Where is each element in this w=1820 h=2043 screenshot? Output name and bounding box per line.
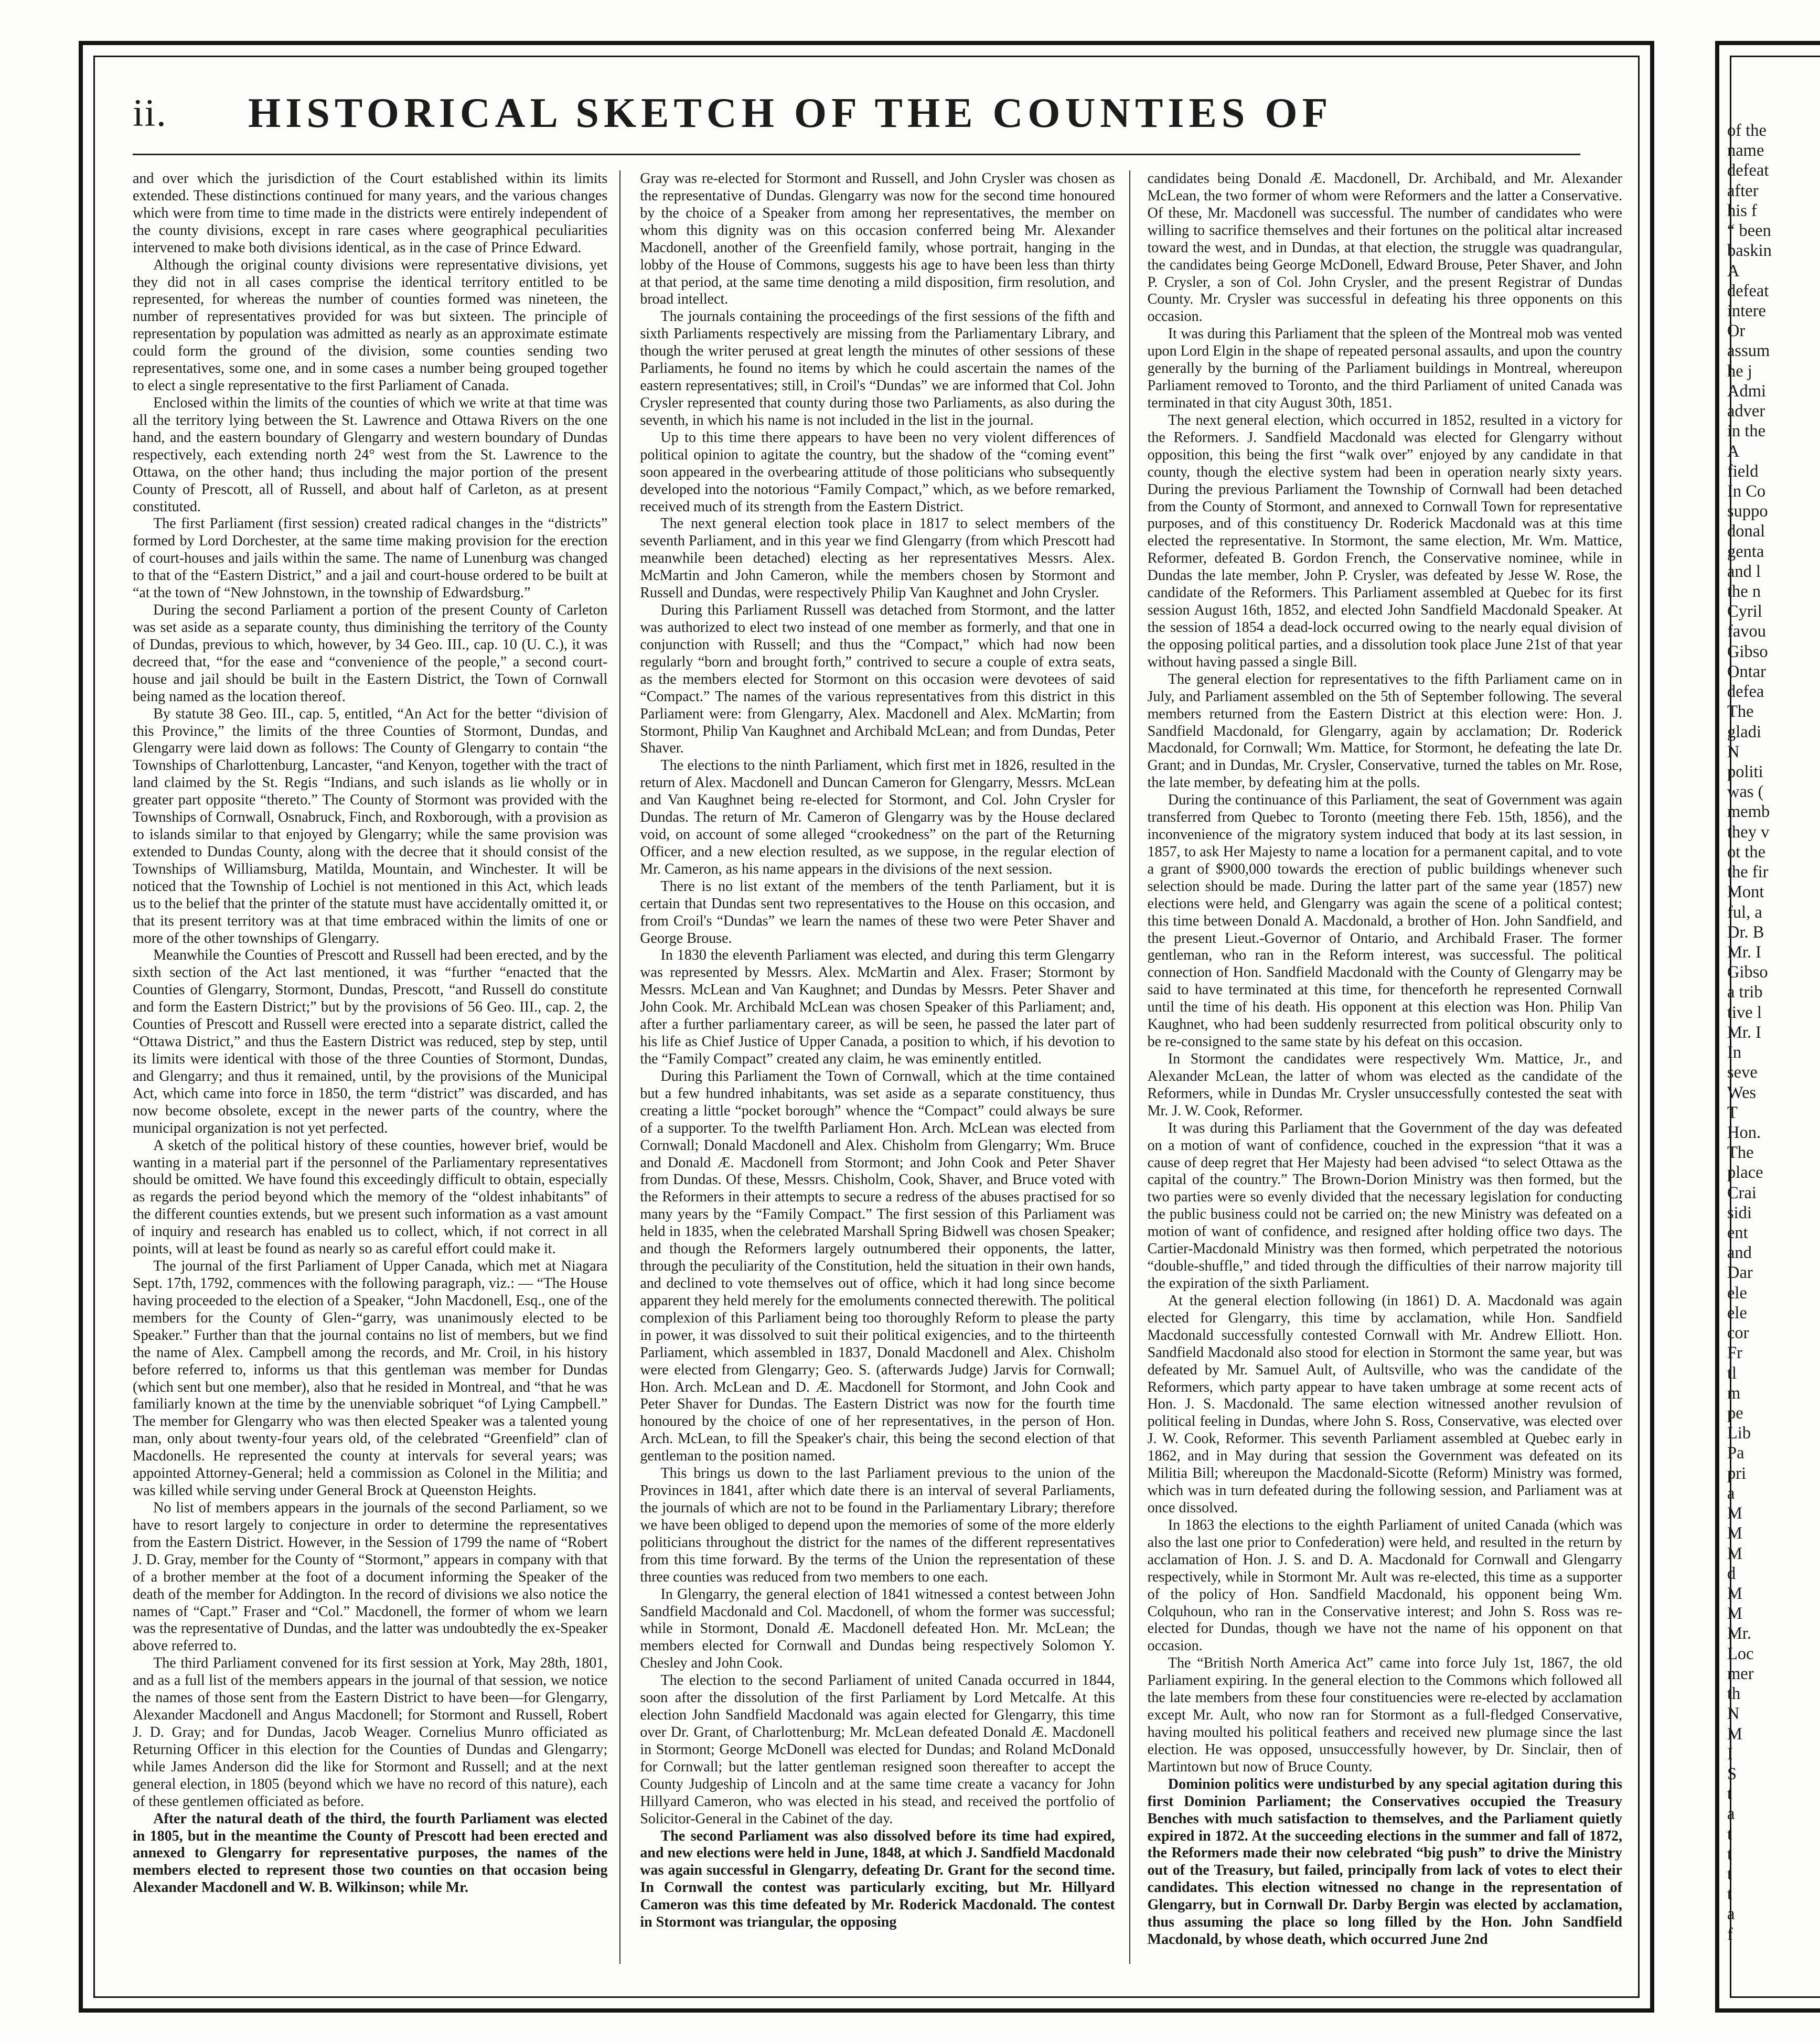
edge-text-line: S — [1727, 1764, 1737, 1783]
paragraph: During the second Parliament a portion of the present County of Carleton was set aside as a separate county, thus diminishing the territory of the County of Dundas, previous to which, however, by 34 Geo. III., cap. 10 (U. C.), it was decreed that, “for the ease and “convenience of the people,” a second court-house and jail should be built in the Eastern District, the Town of Cornwall being named as the location thereof. — [133, 602, 608, 705]
edge-text-line: place — [1727, 1163, 1763, 1182]
paragraph: The next general election, which occurred in 1852, resulted in a victory for the Reformers. J. Sandfield Macdonald was elected for Glengarry without opposition, this being the first “walk over” enjoyed by any candidate in that county, though the elective system had been in operation nearly sixty years. During the previous Parliament the Township of Cornwall had been detached from the County of Stormont, and annexed to Cornwall Town for representative purposes, and of this constituency Dr. Roderick Macdonald was at this time elected the representative. In Stormont, the same election, Mr. Wm. Mattice, Reformer, defeated B. Gordon French, the Conservative nominee, while in Dundas the late member, John P. Crysler, was defeated by Jesse W. Rose, the candidate of the Reformers. This Parliament assembled at Quebec for its first session August 16th, 1852, and elected John Sandfield Macdonald Speaker. At the session of 1854 a dead-lock occurred owing to the nearly equal division of the opposing political parties, and a dissolution took place June 21st of that year without having passed a single Bill. — [1147, 412, 1622, 670]
edge-text-line: The — [1727, 702, 1754, 722]
paragraph: Meanwhile the Counties of Prescott and Russell had been erected, and by the sixth section of the Act last mentioned, it was “further “enacted that the Counties of Glengarry, Stormont, Dundas, Prescott, “and Russell do constitute and form the Eastern District;” but by the provisions of 56 Geo. III., cap. 2, the Counties of Prescott and Russell were erected into a separate district, called the “Ottawa District,” and thus the Eastern District was reduced, step by step, until its limits were identical with those of the three Counties of Stormont, Dundas, and Glengarry; and thus it remained, until, by the provisions of the Municipal Act, which came into force in 1850, the term “district” was discarded, and has now become obsolete, except in the newer parts of the country, where the municipal organization is not yet perfected. — [133, 947, 608, 1136]
edge-text-line: in the — [1727, 422, 1766, 441]
edge-text-line: “ been — [1727, 221, 1771, 241]
edge-text-line: Mr. I — [1727, 942, 1761, 962]
edge-text-line: the fir — [1727, 863, 1769, 882]
edge-text-line: genta — [1727, 542, 1764, 561]
edge-text-line: and — [1727, 1243, 1752, 1263]
edge-text-line: th — [1727, 1684, 1741, 1704]
paragraph: The next general election took place in 1817 to select members of the seventh Parliament, and in this year we find Glengarry (from which Prescott had meanwhile been detached) electing as her representatives Messrs. Alex. McMartin and John Cameron, while the members chosen by Stormont and Russell and Dundas, were respectively Philip Van Kaughnet and John Crysler. — [640, 515, 1115, 601]
paragraph: candidates being Donald Æ. Macdonell, Dr. Archibald, and Mr. Alexander McLean, the two former of whom were Reformers and the latter a Conservative. Of these, Mr. Macdonell was successful. The number of candidates who were willing to sacrifice themselves and their fortunes on the political altar increased toward the west, and in Dundas, at that election, the struggle was quadrangular, the candidates being George McDonell, Edward Brouse, Peter Shaver, and John P. Crysler, a son of Col. John Crysler, and the present Registrar of Dundas County. Mr. Crysler was successful in defeating his three opponents on this occasion. — [1147, 170, 1622, 325]
edge-text-line: tl — [1727, 1363, 1737, 1383]
edge-text-line: N — [1727, 742, 1740, 761]
edge-text-line: donal — [1727, 522, 1765, 541]
paragraph: In Stormont the candidates were respectively Wm. Mattice, Jr., and Alexander McLean, the latter of whom was elected as the candidate of the Reformers, while in Dundas Mr. Crysler unsuccessfully contested the seat with Mr. J. W. Cook, Reformer. — [1147, 1051, 1622, 1119]
paragraph: and over which the jurisdiction of the Court established within its limits extended. These distinctions continued for many years, and the various changes which were from time to time made in the districts were entirely independent of the county divisions, except in rare cases where geographical peculiarities intervened to make both divisions identical, as in the case of Prince Edward. — [133, 170, 608, 256]
edge-text-line: a — [1727, 1483, 1735, 1503]
edge-text-line: A — [1727, 261, 1740, 281]
edge-text-line: favou — [1727, 622, 1766, 641]
paragraph: During the continuance of this Parliament, the seat of Government was again transferred from Quebec to Toronto (meeting there Feb. 15th, 1856), and the inconvenience of the migratory system induced that body at its last session, in 1857, to ask Her Majesty to name a location for a permanent capital, and to vote a grant of $900,000 towards the erection of public buildings whenever such selection should be made. During the latter part of the same year (1857) new elections were held, and Glengarry was again the scene of a political contest; this time between Donald A. Macdonald, a brother of Hon. John Sandfield, and the present Lieut.-Governor of Ontario, and Archibald Fraser. The former gentleman, who ran in the Reform interest, was successful. The political connection of Hon. Sandfield Macdonald with the County of Glengarry may be said to have terminated at this time, for thenceforth he represented Cornwall until the time of his death. His opponent at this election was Hon. Philip Van Kaughnet, who had been suddenly resurrected from political obscurity only to be re-consigned to the same state by his defeat on this occasion. — [1147, 792, 1622, 1050]
edge-text-line: of the — [1727, 121, 1767, 140]
article-body — [133, 170, 1622, 1974]
paragraph: In Glengarry, the general election of 1841 witnessed a contest between John Sandfield Macdonald and Col. Macdonell, of whom the former was successful; while in Stormont, Donald Æ. Macdonell defeated Hon. Mr. McLean; the members elected for Cornwall and Dundas being respectively Solomon Y. Chesley and John Cook. — [640, 1586, 1115, 1672]
edge-text-line: Or — [1727, 321, 1746, 341]
paragraph: At the general election following (in 1861) D. A. Macdonald was again elected for Glengarry, this time by acclamation, while Hon. Sandfield Macdonald successfully contested Cornwall with Mr. Andrew Elliott. Hon. Sandfield Macdonald also stood for election in Stormont the same year, but was defeated by Mr. Samuel Ault, of Aultsville, who was the candidate of the Reformers, which party appear to have taken umbrage at some recent acts of Hon. J. S. Macdonald. The same election witnessed another revulsion of political feeling in Dundas, where John S. Ross, Conservative, was elected over J. W. Cook, Reformer. This seventh Parliament assembled at Quebec early in 1862, and in May during that session the Government was defeated on its Militia Bill; whereupon the Macdonald-Sicotte (Reform) Ministry was formed, which was in turn defeated during the following session, and Parliament was at once dissolved. — [1147, 1292, 1622, 1516]
paragraph: It was during this Parliament that the Government of the day was defeated on a motion of want of confidence, couched in the expression “that it was a cause of deep regret that Her Majesty had been advised “to select Ottawa as the capital of the country.” The Brown-Dorion Ministry was then formed, but the two parties were so evenly divided that the necessary legislation for conducting the public business could not be carried on; the new Ministry was defeated on a motion of want of confidence, and resigned after holding office two days. The Cartier-Macdonald Ministry was then formed, which perpetrated the notorious “double-shuffle,” and tided through the difficulties of their narrow majority till the expiration of the sixth Parliament. — [1147, 1120, 1622, 1292]
paragraph: Up to this time there appears to have been no very violent differences of political opinion to agitate the country, but the shadow of the “coming event” soon appeared in the overbearing attitude of those politicians who subsequently developed into the notorious “Family Compact,” which, as we before remarked, received much of its strength from the Eastern District. — [640, 429, 1115, 515]
edge-text-line: Hon. — [1727, 1123, 1761, 1142]
edge-text-line: A — [1727, 442, 1740, 461]
edge-text-line: t — [1727, 1784, 1732, 1804]
edge-text-line: Mr. I — [1727, 1023, 1761, 1042]
edge-text-line: T — [1727, 1103, 1738, 1122]
edge-text-line: a — [1727, 1905, 1735, 1924]
paragraph: The general election for representatives to the fifth Parliament came on in July, and Parliament assembled on the 5th of September following. The several members returned from the Eastern District at this election were: Hon. J. Sandfield Macdonald, for Glengarry, again by acclamation; Dr. Roderick Macdonald, for Cornwall; Wm. Mattice, for Stormont, he defeating the late Dr. Grant; and in Dundas, Mr. Crysler, Conservative, turned the tables on Mr. Rose, the late member, by defeating him at the polls. — [1147, 671, 1622, 791]
edge-text-line: M — [1727, 1584, 1742, 1603]
paragraph: The “British North America Act” came into force July 1st, 1867, the old Parliament expiring. In the general election to the Commons which followed all the late members from these four constituencies were re-elected by acclamation except Mr. Ault, who now ran for Stormont as a full-fledged Conservative, having moulted his political feathers and received new plumage since the last election. He was opposed, unsuccessfully however, by Dr. Sinclair, then of Martintown but now of Bruce County. — [1147, 1655, 1622, 1775]
edge-text-line: Mr. — [1727, 1624, 1752, 1643]
edge-text-line: they v — [1727, 822, 1770, 842]
edge-text-line: tive l — [1727, 1003, 1762, 1022]
edge-text-line: intere — [1727, 301, 1766, 320]
paragraph: The election to the second Parliament of united Canada occurred in 1844, soon after the dissolution of the first Parliament by Lord Metcalfe. At this election John Sandfield Macdonald was again elected for Glengarry, this time over Dr. Grant, of Charlottenburg; Mr. McLean defeated Donald Æ. Macdonell in Stormont; George McDonell was elected for Dundas; and Roland McDonald for Cornwall; but the latter gentleman resigned soon thereafter to accept the County Judgeship of Lincoln and at the same time create a vacancy for John Hillyard Cameron, who was elected in his stead, and received the portfolio of Solicitor-General in the Cabinet of the day. — [640, 1672, 1115, 1827]
page-header — [133, 84, 1628, 142]
edge-text-line: Wes — [1727, 1083, 1757, 1102]
page-number: ii. — [133, 91, 167, 135]
paragraph: By statute 38 Geo. III., cap. 5, entitled, “An Act for the better “division of this Province,” the limits of the three Counties of Stormont, Dundas, and Glengarry were laid down as follows: The County of Glengarry to contain “the Townships of Charlottenburg, Lancaster, “and Kenyon, together with the tract of land claimed by the St. Regis “Indians, and such islands as lie wholly or in greater part opposite “thereto.” The County of Stormont was provided with the Townships of Cornwall, Osnabruck, Finch, and Roxborough, with a provision as to islands similar to that enjoyed by Glengarry; while the same provision was extended to Dundas County, along with the decree that it should consist of the Townships of Williamsburg, Matilda, Mountain, and Winchester. It will be noticed that the Township of Lochiel is not mentioned in this Act, which leads us to the belief that the printer of the statute must have accidentally omitted it, or that its present territory was at that time embraced within the limits of one or more of the other townships of Glengarry. — [133, 705, 608, 947]
edge-text-line: seve — [1727, 1063, 1758, 1082]
paragraph: After the natural death of the third, the fourth Parliament was elected in 1805, but in the meantime the County of Prescott had been erected and annexed to Glengarry for representative purposes, the names of the members elected to represent those two counties on that occasion being Alexander Macdonell and W. B. Wilkinson; while Mr. — [133, 1810, 608, 1896]
edge-text-line: gladi — [1727, 722, 1761, 741]
running-title: HISTORICAL SKETCH OF THE COUNTIES OF — [248, 90, 1333, 136]
edge-text-line: M — [1727, 1524, 1742, 1543]
edge-text-line: defeat — [1727, 281, 1769, 300]
paragraph: Dominion politics were undisturbed by any special agitation during this first Dominion Parliament; the Conservatives occupied the Treasury Benches with much satisfaction to themselves, and the Parliament quietly expired in 1872. At the succeeding elections in the summer and fall of 1872, the Reformers made their now celebrated “big push” to drive the Ministry out of the Treasury, but failed, principally from lack of votes to elect their candidates. This election witnessed no change in the representation of Glengarry, but in Cornwall Dr. Darby Bergin was elected by acclamation, thus assuming the place so long filled by the Hon. John Sandfield Macdonald, by whose death, which occurred June 2nd — [1147, 1776, 1622, 1948]
paragraph: In 1830 the eleventh Parliament was elected, and during this term Glengarry was represented by Messrs. Alex. McMartin and Alex. Fraser; Stormont by Messrs. McLean and Van Kaughnet; and Dundas by Messrs. Peter Shaver and John Cook. Mr. Archibald McLean was chosen Speaker of this Parliament; and, after a further parliamentary career, as will be seen, he passed the later part of his life as Chief Justice of Upper Canada, a position to which, if his devotion to the “Family Compact” created any claim, he was eminently entitled. — [640, 947, 1115, 1068]
edge-text-line: ent — [1727, 1223, 1748, 1243]
edge-text-line: was ( — [1727, 782, 1764, 802]
edge-text-line: a — [1727, 1804, 1735, 1824]
paragraph: Gray was re-elected for Stormont and Russell, and John Crysler was chosen as the representative of Dundas. Glengarry was now for the second time honoured by the choice of a Speaker from among her representatives, the member on whom this dignity was on this occasion conferred being Mr. Alexander Macdonell, another of the Greenfield family, whose portrait, hanging in the lobby of the House of Commons, suggests his age to have been less than thirty at that period, at the same time denoting a mild disposition, firm resolution, and broad intellect. — [640, 170, 1115, 308]
edge-text-line: m — [1727, 1383, 1741, 1403]
paragraph: The elections to the ninth Parliament, which first met in 1826, resulted in the return of Alex. Macdonell and Duncan Cameron for Glengarry, Messrs. McLean and Van Kaughnet being re-elected for Stormont, and Col. John Crysler for Dundas. The return of Mr. Cameron of Glengarry was by the House declared void, on account of some alleged “crookedness” on the part of the Returning Officer, and a new election resulted, as we suppose, in the regular election of Mr. Cameron, as his name appears in the divisions of the next session. — [640, 757, 1115, 877]
edge-text-line: ot the — [1727, 842, 1766, 862]
edge-text-line: t — [1727, 1844, 1732, 1864]
edge-text-line: sidi — [1727, 1203, 1752, 1222]
edge-text-line: ele — [1727, 1303, 1747, 1322]
paragraph: During this Parliament the Town of Cornwall, which at the time contained but a few hundred inhabitants, was set aside as a separate constituency, thus creating a little “pocket borough” whence the “Compact” could always be sure of a supporter. To the twelfth Parliament Hon. Arch. McLean was elected from Cornwall; Donald Macdonell and Alex. Chisholm from Glengarry; Wm. Bruce and Donald Æ. Macdonell from Stormont; and John Cook and Peter Shaver from Dundas. Of these, Messrs. Chisholm, Cook, Shaver, and Bruce voted with the Reformers in their attempts to secure a redress of the abuses practised for so many years by the “Family Compact.” The first session of this Parliament was held in 1835, when the celebrated Marshall Spring Bidwell was chosen Speaker; and though the Reformers largely outnumbered their opponents, the latter, through the peculiarity of the Constitution, held the situation in their own hands, and declined to vote themselves out of office, which it had long since become apparent they held merely for the emoluments connected therewith. The political complexion of this Parliament being too thoroughly Reform to please the party in power, it was dissolved to suit their political exigencies, and to the thirteenth Parliament, which assembled in 1837, Donald Macdonell and Alex. Chisholm were elected from Glengarry; Geo. S. (afterwards Judge) Jarvis for Cornwall; Hon. Arch. McLean and D. Æ. Macdonell for Stormont, and John Cook and Peter Shaver for Dundas. The Eastern District was now for the fourth time honoured by the choice of one of her representatives, in the person of Hon. Arch. McLean, to fill the Speaker's chair, this being the second election of that gentleman to the position named. — [640, 1068, 1115, 1465]
edge-text-line: pe — [1727, 1404, 1743, 1423]
edge-text-line: t — [1727, 1885, 1732, 1904]
edge-text-line: t — [1727, 1824, 1732, 1844]
edge-text-line: Fr — [1727, 1343, 1742, 1363]
edge-text-line: Gibso — [1727, 642, 1768, 661]
edge-text-line: Lib — [1727, 1424, 1751, 1443]
edge-text-line: The — [1727, 1143, 1754, 1163]
paragraph: It was during this Parliament that the spleen of the Montreal mob was vented upon Lord Elgin in the shape of repeated personal assaults, and upon the country generally by the burning of the Parliament buildings in Montreal, whereupon Parliament removed to Toronto, and the third Parliament of united Canada was terminated in that city August 30th, 1851. — [1147, 326, 1622, 411]
edge-text-line: f — [1727, 1924, 1733, 1944]
edge-text-line: suppo — [1727, 502, 1768, 521]
text-column-middle — [640, 170, 1115, 1974]
page-inner-border — [93, 56, 1640, 1998]
edge-text-line: Admi — [1727, 381, 1767, 401]
edge-text-line: M — [1727, 1504, 1742, 1523]
paragraph: In 1863 the elections to the eighth Parliament of united Canada (which was also the last one prior to Confederation) were held, and resulted in the return by acclamation of Hon. J. S. and D. A. Macdonald for Cornwall and Glengarry respectively, while in Stormont Mr. Ault was re-elected, this time as a supporter of the policy of Hon. Sandfield Macdonald, his opponent being Wm. Colquhoun, who ran in the Conservative interest; and John S. Ross was re-elected for Dundas, though we have not the name of his opponent on that occasion. — [1147, 1517, 1622, 1654]
paragraph: Enclosed within the limits of the counties of which we write at that time was all the territory lying between the St. Lawrence and Ottawa Rivers on the one hand, and the eastern boundary of Glengarry and western boundary of Dundas respectively, each extending north 24° west from the St. Lawrence to the Ottawa, on the other hand; thus including the major portion of the present County of Prescott, all of Russell, and about half of Carleton, as at present constituted. — [133, 394, 608, 515]
paragraph: This brings us down to the last Parliament previous to the union of the Provinces in 1841, after which date there is an interval of several Parliaments, the journals of which are not to be found in the Parliamentary Library; therefore we have been obliged to depend upon the memories of some of the more elderly politicians throughout the district for the names of the different representatives from this time forward. By the terms of the Union the representation of these three counties was reduced from two members to one each. — [640, 1465, 1115, 1585]
edge-text-line: adver — [1727, 402, 1765, 421]
text-column-right — [1148, 170, 1622, 1974]
edge-text-line: baskin — [1727, 241, 1772, 261]
paragraph: Although the original county divisions were representative divisions, yet they did not in all cases comprise the identical territory entitled to be represented, for whereas the number of counties formed was nineteen, the number of representatives provided for was but sixteen. The principle of representation by population was admitted as nearly as an approximate estimate could form the ground of the division, some counties sending two representatives, some one, and in some cases a number being grouped together to elect a single representative to the first Parliament of Canada. — [133, 256, 608, 394]
edge-text-line: defeat — [1727, 161, 1769, 180]
edge-text-line: pri — [1727, 1464, 1747, 1483]
edge-text-line: In Co — [1727, 481, 1766, 501]
edge-text-line: t — [1727, 1865, 1732, 1884]
paragraph: The journals containing the proceedings of the first sessions of the fifth and sixth Parliaments respectively are missing from the Parliamentary Library, and though the writer perused at great length the minutes of other sessions of these Parliaments, he found no items by which he could ascertain the names of the eastern representatives; still, in Croil's “Dundas” we are informed that Col. John Crysler represented that county during those two Parliaments, as also during the seventh, in which his name is not included in the list in the journal. — [640, 308, 1115, 428]
paragraph: There is no list extant of the members of the tenth Parliament, but it is certain that Dundas sent two representatives to the House on this occasion, and from Croil's “Dundas” we learn the names of these two were Peter Shaver and George Brouse. — [640, 878, 1115, 947]
edge-text-line: assum — [1727, 341, 1770, 361]
edge-text-line: name — [1727, 141, 1764, 160]
edge-text-line: defea — [1727, 682, 1764, 702]
edge-text-line: Dr. B — [1727, 922, 1764, 942]
edge-text-line: Ontar — [1727, 662, 1766, 681]
edge-text-line: Dar — [1727, 1263, 1753, 1283]
edge-text-line: the n — [1727, 582, 1761, 601]
edge-text-line: field — [1727, 461, 1759, 481]
edge-text-line: politi — [1727, 762, 1763, 781]
edge-text-line: M — [1727, 1544, 1742, 1563]
edge-text-line: I — [1727, 1744, 1733, 1764]
edge-text-line: a trib — [1727, 983, 1763, 1002]
edge-text-line: and l — [1727, 562, 1761, 581]
edge-text-line: ele — [1727, 1283, 1747, 1303]
edge-text-line: Crai — [1727, 1183, 1757, 1202]
paragraph: The third Parliament convened for its first session at York, May 28th, 1801, and as a full list of the members appears in the journal of that session, we notice the names of those sent from the Eastern District to have been—for Glengarry, Alexander Macdonell and Angus Macdonell; for Stormont and Russell, Robert J. D. Gray; and for Dundas, Jacob Weager. Cornelius Munro officiated as Returning Officer in this election for the Counties of Dundas and Glengarry; while James Anderson did the like for Stormont and Russell; and at the next general election, in 1805 (beyond which we have no record of this nature), each of these gentlemen officiated as before. — [133, 1655, 608, 1810]
edge-text-line: after — [1727, 181, 1759, 200]
edge-text-line: M — [1727, 1724, 1742, 1744]
edge-text-line: his f — [1727, 201, 1757, 220]
paragraph: No list of members appears in the journals of the second Parliament, so we have to resort largely to conjecture in order to determine the representatives from the Eastern District. However, in the Session of 1799 the name of “Robert J. D. Gray, member for the County of “Stormont,” appears in company with that of a brother member at the foot of a document informing the Speaker of the death of the member for Addington. In the record of divisions we also notice the names of “Capt.” Fraser and “Col.” Macdonell, the former of whom we learn was the representative of Dundas, and the latter was undoubtedly the ex-Speaker above referred to. — [133, 1499, 608, 1654]
page-border — [79, 41, 1654, 2013]
next-page-text-fragment — [1727, 121, 1780, 1944]
text-column-left — [133, 170, 607, 1974]
edge-text-line: he j — [1727, 361, 1752, 381]
paragraph: The first Parliament (first session) created radical changes in the “districts” formed by Lord Dorchester, at the same time making provision for the erection of court-houses and jails within the same. The name of Lunenburg was changed to that of the “Eastern District,” and a jail and court-house ordered to be built at “at the town of “New Johnstown, in the township of Edwardsburg.” — [133, 515, 608, 601]
paragraph: The journal of the first Parliament of Upper Canada, which met at Niagara Sept. 17th, 1792, commences with the following paragraph, viz.: — “The House having proceeded to the election of a Speaker, “John Macdonell, Esq., one of the members for the County of Glen-“garry, was unanimously elected to be Speaker.” Further than that the journal contains no list of members, but we find the name of Alex. Campbell among the records, and Mr. Croil, in his history before referred to, informs us that this gentleman was member for Dundas (which sent but one member), also that he resided in Montreal, and “that he was familiarly known at the time by the unenviable sobriquet “of Lying Campbell.” The member for Glengarry who was then elected Speaker was a talented young man, only about twenty-four years old, of the celebrated “Greenfield” clan of Macdonells. He represented the county at intervals for several years; was appointed Attorney-General; held a commission as Colonel in the Militia; and was killed while serving under General Brock at Queenston Heights. — [133, 1258, 608, 1499]
header-rule — [133, 154, 1580, 155]
edge-text-line: Loc — [1727, 1644, 1754, 1663]
edge-text-line: ful, a — [1727, 902, 1762, 922]
edge-text-line: Mont — [1727, 883, 1764, 902]
edge-text-line: M — [1727, 1604, 1742, 1623]
paragraph: The second Parliament was also dissolved before its time had expired, and new elections were held in June, 1848, at which J. Sandfield Macdonald was again successful in Glengarry, defeating Dr. Grant for the second time. In Cornwall the contest was particularly exciting, but Mr. Hillyard Cameron was this time defeated by Mr. Roderick Macdonald. The contest in Stormont was triangular, the opposing — [640, 1827, 1115, 1931]
paragraph: A sketch of the political history of these counties, however brief, would be wanting in a material part if the personnel of the Parliamentary representatives should be omitted. We have found this exceedingly difficult to obtain, especially as regards the period beyond which the memory of the “oldest inhabitants” of the different counties extends, but we present such information as a vast amount of inquiry and research has enabled us to collect, which, if not correct in all points, will at least be found as nearly so as careful effort could make it. — [133, 1137, 608, 1257]
paragraph: During this Parliament Russell was detached from Stormont, and the latter was authorized to elect two instead of one member as formerly, and that one in conjunction with Russell; and thus the “Compact,” which had now been regularly “born and brought forth,” contrived to secure a couple of extra seats, as the members elected for Stormont on this occasion were devotees of said “Compact.” The names of the various representatives from this district in this Parliament were: from Glengarry, Alex. Macdonell and Alex. McMartin; from Stormont, Philip Van Kaughnet and Archibald McLean; and from Dundas, Peter Shaver. — [640, 602, 1115, 757]
edge-text-line: mer — [1727, 1664, 1754, 1683]
edge-text-line: Gibso — [1727, 963, 1768, 982]
edge-text-line: cor — [1727, 1324, 1749, 1343]
edge-text-line: Cyril — [1727, 602, 1762, 621]
edge-text-line: Pa — [1727, 1444, 1744, 1463]
edge-text-line: In — [1727, 1043, 1742, 1062]
edge-text-line: d — [1727, 1564, 1736, 1583]
edge-text-line: memb — [1727, 802, 1770, 822]
edge-text-line: N — [1727, 1704, 1740, 1724]
